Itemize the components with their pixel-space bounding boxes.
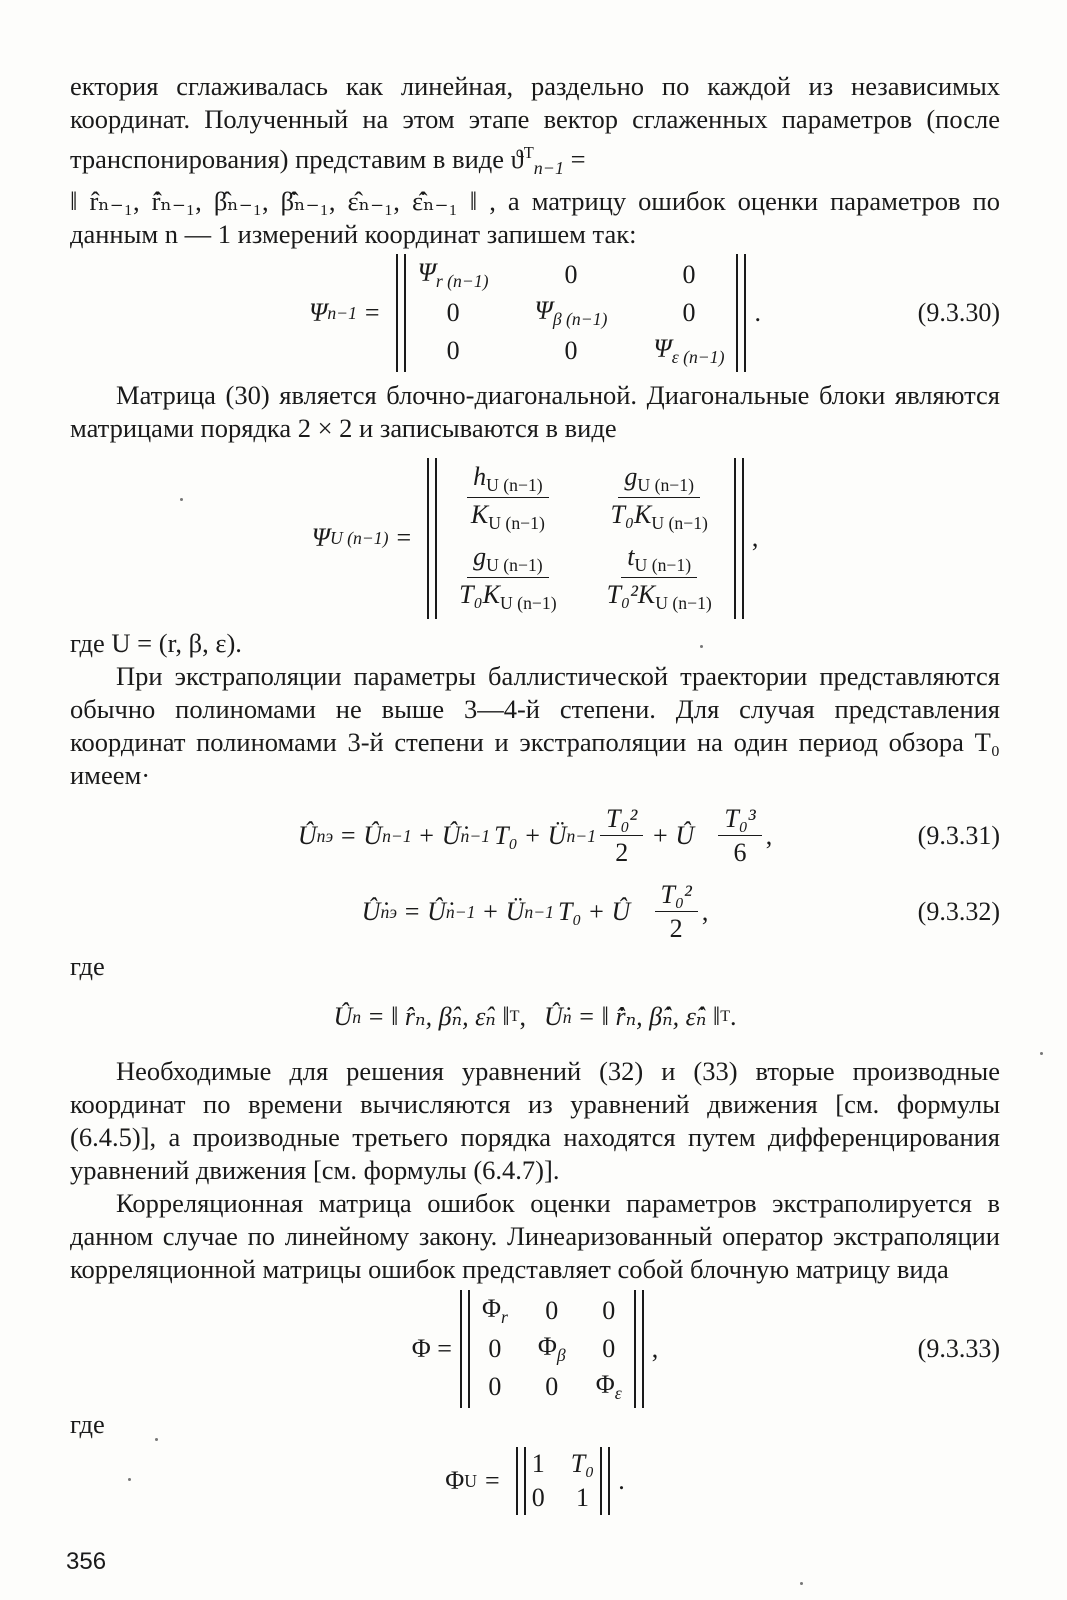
eq31-term2-sub: n−1	[460, 825, 491, 846]
eqU-a: Û	[333, 1002, 353, 1032]
eq33-cell-33: $\Phi_\varepsilon$	[595, 1370, 622, 1404]
eq31-lhs: Û	[297, 821, 317, 851]
eqU-b: Û̇	[544, 1002, 563, 1032]
block-cell-12: $\frac{g_{U (n-1)}}{T_0K_{U (n-1)}}$	[610, 461, 708, 534]
page-body	[70, 70, 1000, 1519]
eq31-number: (9.3.31)	[917, 821, 1000, 851]
paragraph-1-vector: ‖ r̂ₙ₋₁, r̂̇ₙ₋₁, β̂ₙ₋₁, β̂̇ₙ₋₁, ε̂ₙ₋₁, ε̂̇ₙ₋₁ ‖ , а матрицу ошибок оценки параметров по данным n — 1 измерений координат запишем так:	[70, 186, 1000, 250]
print-speck	[800, 1582, 803, 1585]
eq30-cell-23: 0	[682, 298, 696, 328]
eq33-cell-22: $\Phi_\beta$	[537, 1332, 566, 1366]
theta-superscript: T	[523, 143, 534, 162]
equation-block-matrix: Ψ U (n−1) = $\frac{h_{U (n-1)}}{K_{U (n-1)}}$ $\frac{g_{U (n-1)}}{T_0K_{U (n-1)}}$ $\frac{g_{U (n-1)}}{T_0K_{U (n-1)}}$ $\frac{t_{U (n-1)}}{T_0^2K_{U (n-1)}}$ ,	[70, 449, 1000, 627]
eq33-tail: ,	[651, 1334, 659, 1364]
paragraph-1-text: ектория сглаживалась как линейная, раздельно по каждой из независимых координат. Полученный на этом этапе вектор сглаженных параметров (после транспонирования) представим в виде ϑ	[70, 71, 1000, 174]
eq33-lhs: Φ =	[411, 1334, 452, 1364]
eq33-cell-31: 0	[488, 1372, 502, 1402]
eq32-term1-sub: n−1	[445, 901, 476, 922]
eqU-a-sup: T	[509, 1008, 520, 1026]
eq31-tail: ,	[765, 821, 773, 851]
print-speck	[700, 645, 703, 648]
phiU-lhs-sub: U	[464, 1470, 478, 1491]
eqU-b-rhs: = ‖ r̂̇ₙ, β̂̇ₙ, ε̂̇ₙ ‖	[577, 1002, 721, 1032]
eq31-frac1: $\frac{\text{T₀²}}{2}$	[600, 804, 643, 868]
equation-9-3-30: Ψ n−1 = $\Psi_{r (n-1)}$ 0 0 0 $\Psi_{\beta (n-1)}$ 0 0 0 $\Psi_{\varepsilon (n-1)}$ . (9.3.30)	[70, 255, 1000, 371]
eq30-cell-33: $\Psi_{\varepsilon (n-1)}$	[653, 334, 725, 368]
block-matrix	[427, 458, 744, 619]
block-lhs: Ψ	[311, 523, 330, 553]
eqU-a-sub: n	[352, 1006, 362, 1027]
paragraph-2: Матрица (30) является блочно-диагональной. Диагональные блоки являются матрицами порядка 2 × 2 и записываются в виде	[70, 380, 1000, 444]
paragraph-1-tail: =	[563, 143, 586, 174]
eq31-term1-sub: n−1	[382, 825, 412, 846]
eq33-cell-23: 0	[602, 1334, 616, 1364]
equation-phi-u	[70, 1443, 1000, 1519]
eq30-tail: .	[754, 298, 761, 328]
eqU-b-sup: T	[720, 1008, 731, 1026]
eq33-cell-13: 0	[602, 1295, 616, 1325]
phiU-matrix	[516, 1447, 611, 1515]
eq30-cell-31: 0	[446, 336, 460, 366]
eqU-sep: ,	[519, 1002, 526, 1032]
phiU-eq: =	[485, 1466, 500, 1496]
where-label-1: где	[70, 951, 105, 982]
eq32-term2: + Ü	[481, 897, 525, 927]
paragraph-3: где U = (r, β, ε).	[70, 628, 242, 659]
phiU-cell-11: 1	[531, 1449, 545, 1479]
eq30-lhs-sub: n−1	[327, 302, 357, 323]
eq31-term2-t: T₀	[494, 821, 518, 851]
eq32-tail: ,	[701, 897, 709, 927]
equation-9-3-31	[70, 798, 1000, 874]
eq30-matrix	[396, 254, 747, 373]
eq31-frac2: $\frac{\text{T₀³}}{6}$	[718, 804, 761, 868]
phiU-cell-12: T₀	[570, 1449, 595, 1479]
eq32-lhs: Û̇	[361, 897, 381, 927]
eq32-frac: $\frac{\text{T₀²}}{2}$	[655, 880, 698, 944]
eq30-cell-11: $\Psi_{r (n-1)}$	[417, 257, 489, 292]
equation-u-vectors	[70, 989, 1000, 1045]
eqU-a-rhs: = ‖ r̂ₙ, β̂ₙ, ε̂ₙ ‖	[367, 1002, 510, 1032]
eq33-cell-12: 0	[545, 1295, 559, 1325]
eq31-term3: + Ü	[523, 821, 567, 851]
eq31-term3-sub: n−1	[566, 825, 597, 846]
phiU-tail: .	[618, 1466, 625, 1496]
equation-9-3-33	[70, 1290, 1000, 1408]
paragraph-4: При экстраполяции параметры баллистической траектории представляются обычно полиномами не выше 3—4-й степени. Для случая представления координат полиномами 3-й степени и экстраполяции на один период обзора T₀ имеем·	[70, 661, 1000, 791]
eq32-number: (9.3.32)	[917, 897, 1000, 927]
eq30-cell-21: 0	[446, 298, 460, 328]
eq33-cell-32: 0	[545, 1372, 559, 1402]
eq32-term1: = Û̇	[403, 897, 446, 927]
block-cell-21: $\frac{g_{U (n-1)}}{T_0K_{U (n-1)}}$	[459, 542, 557, 614]
theta-subscript: n−1	[533, 158, 564, 179]
eq30-cell-32: 0	[564, 336, 578, 366]
page-number: 356	[66, 1548, 107, 1575]
eq30-lhs: Ψ	[309, 298, 328, 328]
eq33-matrix	[460, 1290, 644, 1409]
block-lhs-sub: U (n−1)	[329, 527, 389, 548]
eqU-b-sub: n	[562, 1006, 572, 1027]
print-speck	[128, 1478, 131, 1481]
block-cell-11: $\frac{h_{U (n-1)}}{K_{U (n-1)}}$	[465, 462, 551, 534]
eq30-cell-22: $\Psi_{\beta (n-1)}$	[534, 296, 608, 330]
eq33-cell-11: $\Phi_r$	[481, 1293, 508, 1328]
eq31-lhs-sub: nэ	[316, 825, 334, 846]
eq33-cell-21: 0	[488, 1334, 502, 1364]
print-speck	[1040, 1052, 1043, 1055]
eq31-term2: + Û̇	[417, 821, 461, 851]
eq30-cell-12: 0	[564, 259, 578, 289]
print-speck	[155, 1438, 158, 1441]
paragraph-5: Необходимые для решения уравнений (32) и (33) вторые производные координат по времени вычисляются из уравнений движения [см. формулы (6.4.5)], а производные третьего порядка находятся путем дифференцирования уравнений движения [см. формулы (6.4.7)].	[70, 1056, 1000, 1186]
equation-9-3-32	[70, 874, 1000, 950]
eq31-term4: + Û⃛	[651, 821, 715, 851]
phiU-cell-21: 0	[531, 1483, 545, 1513]
where-label-2: где	[70, 1409, 105, 1440]
eq31-term1: = Û	[339, 821, 383, 851]
eq32-term3: + Û⃛	[587, 897, 651, 927]
eq32-term2-sub: n−1	[524, 901, 554, 922]
eq32-lhs-sub: nэ	[380, 901, 398, 922]
phiU-lhs: Φ	[445, 1466, 465, 1496]
block-cell-22: $\frac{t_{U (n-1)}}{T_0^2K_{U (n-1)}}$	[606, 542, 712, 614]
block-tail: ,	[751, 523, 759, 553]
eq30-cell-13: 0	[682, 259, 696, 289]
eq32-term2-t: T₀	[557, 897, 582, 927]
paragraph-6: Корреляционная матрица ошибок оценки параметров экстраполируется в данном случае по линейному закону. Линеаризованный оператор экстраполяции корреляционной матрицы ошибок представляет собой блочную матрицу вида	[70, 1188, 1000, 1285]
print-speck	[180, 498, 183, 501]
eq33-number: (9.3.33)	[917, 1334, 1000, 1364]
eq30-number: (9.3.30)	[917, 298, 1000, 328]
paragraph-1	[70, 70, 1000, 185]
eqU-tail: .	[730, 1002, 737, 1032]
phiU-cell-22: 1	[575, 1483, 589, 1513]
